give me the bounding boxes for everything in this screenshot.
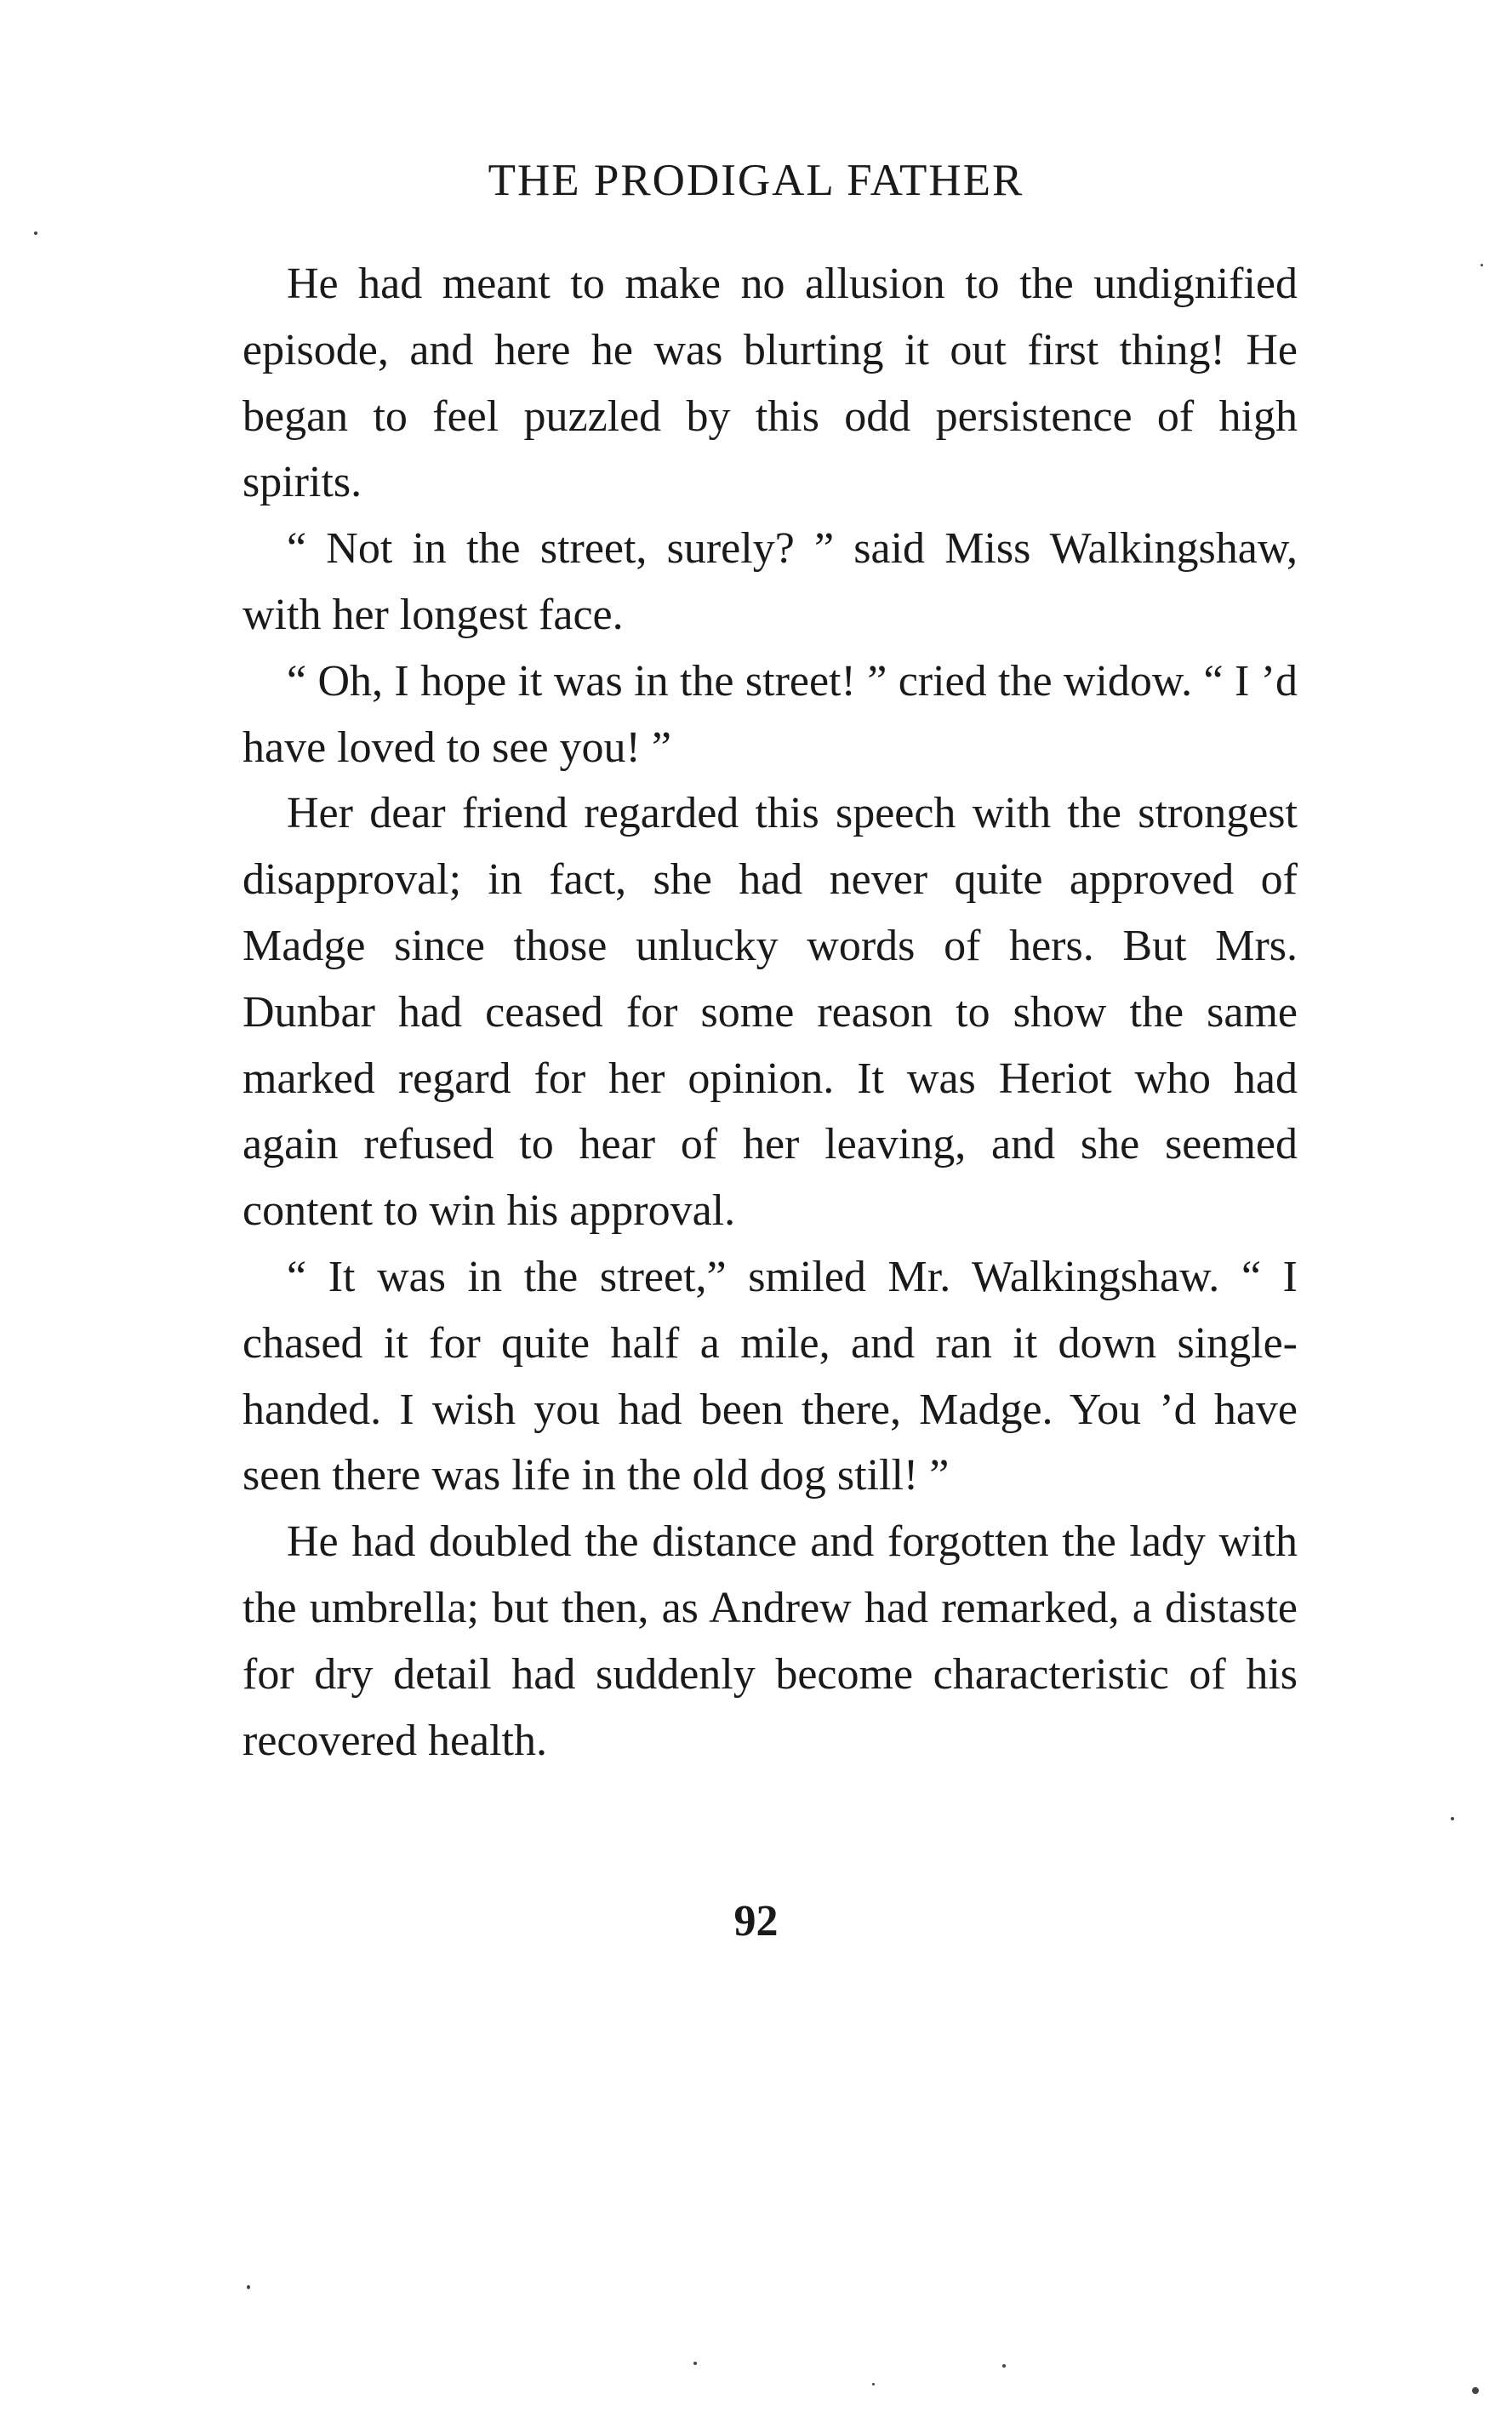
scan-speck — [1002, 2364, 1006, 2368]
paragraph: “ Not in the street, surely? ” said Miss Walkingshaw, with her longest face. — [242, 524, 1298, 639]
scan-speck — [247, 2285, 250, 2289]
scan-speck — [1472, 2387, 1479, 2394]
scan-speck — [872, 2383, 875, 2385]
scan-speck — [1481, 264, 1483, 266]
paragraph: Her dear friend regarded this speech with the strongest disapproval; in fact, she had never quite approved of Madge since those unlucky words of hers. But Mrs. Dunbar had ceased for some reason to show the same marked regard for her opinion. It was Heriot who had again refused to hear of her leaving, and she seemed content to win his approval. — [242, 789, 1298, 1236]
running-head: THE PRODIGAL FATHER — [488, 156, 1024, 205]
paragraph: “ It was in the street,” smiled Mr. Walkingshaw. “ I chased it for quite half a mile, and ran it down single-handed. I wish you had been there, Madge. You ’d have seen there was life in the old dog still! ” — [242, 1252, 1298, 1500]
paragraph: He had meant to make no allusion to the undignified episode, and here he was blurting it out first thing! He began to feel puzzled by this odd persistence of high spirits. — [242, 260, 1298, 507]
body-text — [242, 251, 1298, 1774]
scan-speck — [1451, 1817, 1454, 1820]
paragraph: “ Oh, I hope it was in the street! ” cried the widow. “ I ’d have loved to see you! ” — [242, 656, 1298, 772]
scan-speck — [34, 231, 37, 235]
paragraph: He had doubled the distance and forgotten the lady with the umbrella; but then, as Andrew had remarked, a distaste for dry detail had suddenly become characteristic of his recovered health. — [242, 1517, 1298, 1765]
page-number: 92 — [733, 1897, 779, 1945]
scan-speck — [693, 2362, 697, 2365]
